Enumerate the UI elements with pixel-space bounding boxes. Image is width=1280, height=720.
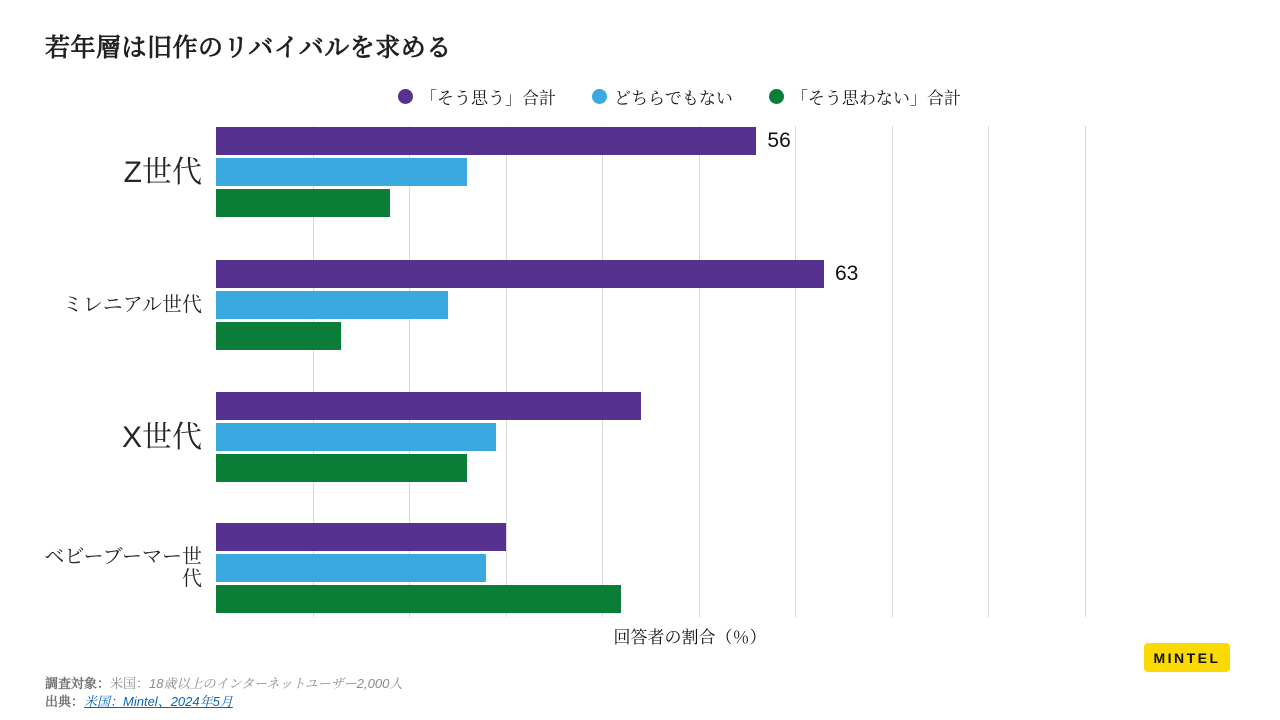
bar-ミレニアル世代-0: [216, 260, 824, 288]
value-label-Z世代: 56: [767, 129, 791, 152]
legend-label-agree: 「そう思う」合計: [420, 89, 556, 108]
bar-Z世代-2: [216, 189, 390, 217]
gridline-40: [602, 126, 603, 617]
chart-title: 若年層は旧作のリバイバルを求める: [45, 34, 452, 62]
source-label: 出典：: [45, 694, 85, 709]
legend-label-disagree: 「そう思わない」合計: [790, 89, 961, 108]
legend-label-neutral: どちらでもない: [614, 89, 733, 108]
mintel-logo: MINTEL: [1144, 643, 1230, 672]
gridline-90: [1085, 126, 1086, 617]
bar-ベビーブーマー世代-2: [216, 585, 621, 613]
bar-X世代-1: [216, 423, 496, 451]
bar-ベビーブーマー世代-0: [216, 523, 506, 551]
bar-ベビーブーマー世代-1: [216, 554, 486, 582]
gridline-50: [699, 126, 700, 617]
bar-ミレニアル世代-2: [216, 322, 341, 350]
survey-detail: 18歳以上のインターネットユーザー2,000人: [149, 676, 403, 691]
bar-X世代-2: [216, 454, 467, 482]
gridline-80: [988, 126, 989, 617]
footer-source-line: [45, 693, 402, 711]
x-axis-label: 回答者の割合（％）: [613, 628, 767, 647]
category-label-2: X世代: [121, 420, 202, 454]
category-label-0: Z世代: [123, 155, 202, 189]
gridline-30: [506, 126, 507, 617]
survey-label: 調査対象：: [45, 676, 111, 691]
category-label-1: ミレニアル世代: [62, 294, 202, 316]
bar-Z世代-0: [216, 127, 756, 155]
survey-region: 米国：: [110, 676, 150, 691]
source-link[interactable]: 米国：Mintel、2024年5月: [84, 694, 233, 709]
category-label-3: ベビーブーマー世代: [44, 546, 202, 590]
bar-Z世代-1: [216, 158, 467, 186]
bar-X世代-0: [216, 392, 641, 420]
bar-ミレニアル世代-1: [216, 291, 448, 319]
footer-survey-line: [45, 675, 402, 693]
value-label-ミレニアル世代: 63: [834, 262, 859, 285]
gridline-60: [795, 126, 796, 617]
footer: [45, 675, 402, 711]
gridline-70: [892, 126, 893, 617]
